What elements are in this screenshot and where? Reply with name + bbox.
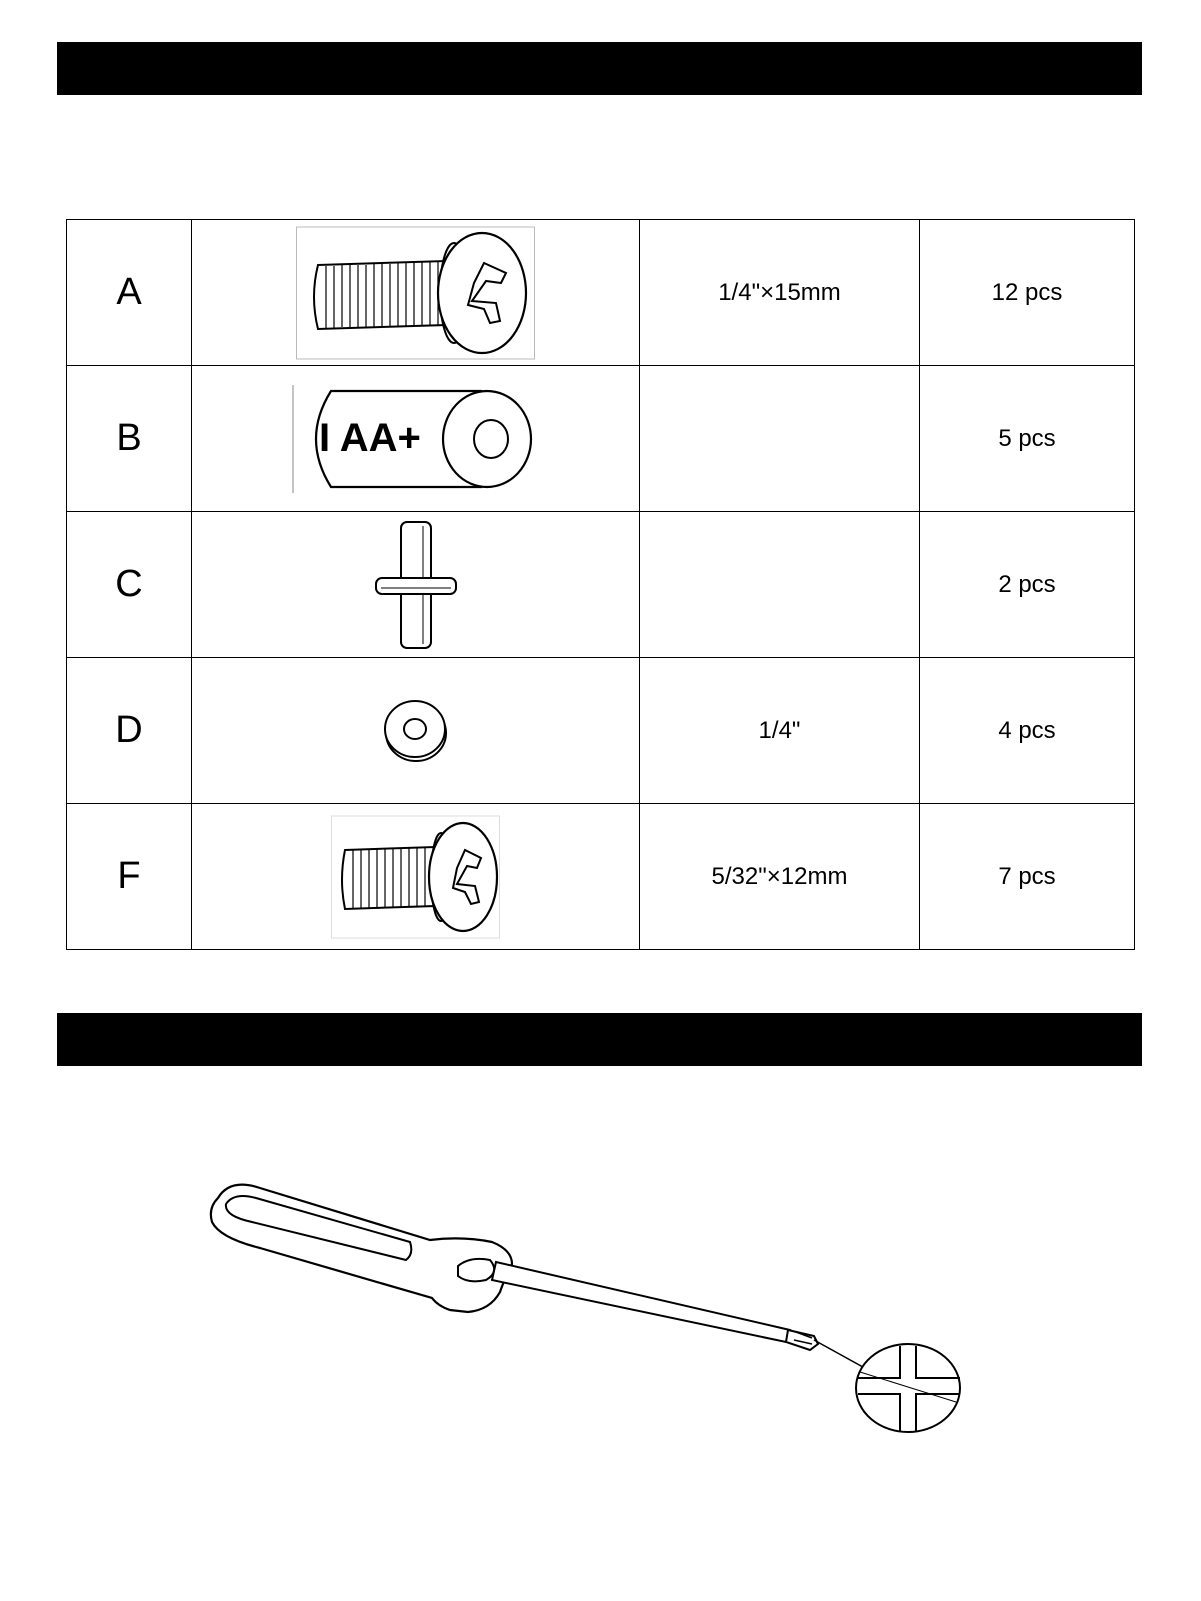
table-row <box>67 658 1135 804</box>
part-letter: D <box>67 658 192 804</box>
dowel-pin-icon <box>371 520 461 650</box>
part-image-cell <box>192 366 640 512</box>
table-row <box>67 804 1135 950</box>
part-image-cell <box>192 512 640 658</box>
part-letter: A <box>67 220 192 366</box>
part-image-cell <box>192 220 640 366</box>
table-row <box>67 366 1135 512</box>
part-image-cell <box>192 804 640 950</box>
pan-head-screw-long-icon <box>296 225 536 361</box>
part-size: 1/4" <box>640 658 920 804</box>
part-quantity: 7 pcs <box>920 804 1135 950</box>
part-quantity: 2 pcs <box>920 512 1135 658</box>
hardware-header-bar <box>57 42 1142 95</box>
tools-header-bar <box>57 1013 1142 1066</box>
pan-head-screw-short-icon <box>331 814 501 940</box>
part-quantity: 12 pcs <box>920 220 1135 366</box>
part-letter: B <box>67 366 192 512</box>
part-size: 5/32"×12mm <box>640 804 920 950</box>
part-letter: F <box>67 804 192 950</box>
aa-battery-icon <box>291 381 541 497</box>
part-size: 1/4"×15mm <box>640 220 920 366</box>
hardware-parts-table <box>66 219 1135 950</box>
part-size <box>640 512 920 658</box>
battery-label: I AA+ <box>318 415 421 460</box>
part-size <box>640 366 920 512</box>
phillips-screwdriver-icon <box>200 1180 1000 1460</box>
table-row <box>67 220 1135 366</box>
part-letter: C <box>67 512 192 658</box>
part-image-cell <box>192 658 640 804</box>
part-quantity: 5 pcs <box>920 366 1135 512</box>
table-row <box>67 512 1135 658</box>
part-quantity: 4 pcs <box>920 658 1135 804</box>
washer-icon <box>381 696 451 766</box>
